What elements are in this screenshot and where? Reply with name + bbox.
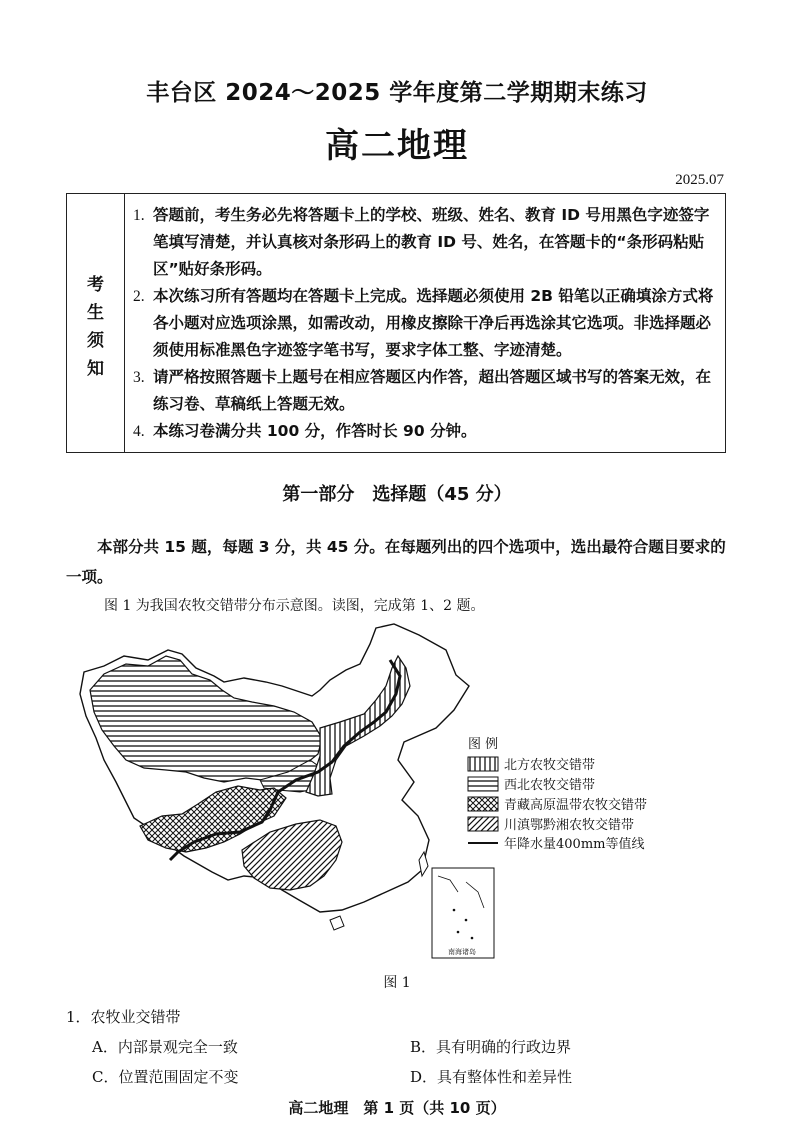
notice-label-char: 知 (87, 359, 104, 379)
notice-item (133, 364, 719, 418)
legend-label: 川滇鄂黔湘农牧交错带 (504, 818, 635, 833)
notice-item (133, 202, 719, 283)
notice-item-number: 1. (133, 207, 145, 224)
legend-label: 北方农牧交错带 (504, 758, 596, 773)
hainan-island (330, 916, 344, 930)
subject-title: 高二地理 (325, 126, 469, 166)
legend-swatch-southwest (468, 817, 498, 831)
notice-label-char: 考 (87, 275, 104, 295)
figure-intro: 图 1 为我国农牧交错带分布示意图。读图，完成第 1、2 题。 (104, 598, 485, 614)
question-stem: 1．农牧业交错带 (66, 1008, 181, 1026)
figure-map (74, 620, 724, 970)
legend-swatch-northwest (468, 777, 498, 791)
option-a: A．内部景观完全一致 (92, 1038, 238, 1056)
section-intro: 本部分共 15 题，每题 3 分，共 45 分。在每题列出的四个选项中，选出最符合题目要求的一项。 (66, 538, 726, 586)
exam-date: 2025.07 (675, 172, 724, 188)
notice-label-char: 生 (87, 303, 104, 323)
map-legend (468, 737, 647, 852)
notice-item-number: 3. (133, 369, 145, 386)
legend-swatch-northern (468, 757, 498, 771)
notice-item-text: 本练习卷满分共 100 分，作答时长 90 分钟。 (153, 422, 477, 440)
notice-label (67, 194, 125, 452)
legend-swatch-tibet (468, 797, 498, 811)
notice-label-char: 须 (87, 331, 104, 351)
south-china-sea-inset (432, 868, 494, 958)
notice-item (133, 283, 719, 364)
legend-label: 青藏高原温带农牧交错带 (504, 798, 648, 813)
section-title: 第一部分 选择题（45 分） (282, 484, 512, 505)
figure-caption: 图 1 (383, 975, 411, 991)
page-footer: 高二地理 第 1 页（共 10 页） (288, 1099, 506, 1117)
notice-item-text: 本次练习所有答题均在答题卡上完成。选择题必须使用 2B 铅笔以正确填涂方式将各小题对应选项涂黑，如需改动，用橡皮擦除干净后再选涂其它选项。非选择题必须使用标准黑色字迹签字笔书写，要求字体工整、字迹清楚。 (153, 287, 714, 359)
candidate-notice-box (66, 193, 726, 453)
option-b: B．具有明确的行政边界 (410, 1038, 572, 1056)
option-d: D．具有整体性和差异性 (410, 1068, 573, 1086)
legend-title: 图 例 (468, 737, 499, 752)
inset-label: 南海诸岛 (448, 948, 476, 956)
notice-item-number: 2. (133, 288, 145, 305)
legend-label: 西北农牧交错带 (504, 778, 596, 793)
option-c: C．位置范围固定不变 (92, 1068, 239, 1086)
notice-item-text: 答题前，考生务必先将答题卡上的学校、班级、姓名、教育 ID 号用黑色字迹签字笔填写清楚，并认真核对条形码上的教育 ID 号、姓名，在答题卡的“条形码粘贴区”贴好条形码。 (153, 206, 710, 278)
notice-item (133, 418, 719, 445)
notice-list (133, 202, 719, 445)
notice-item-number: 4. (133, 423, 145, 440)
exam-title: 丰台区 2024～2025 学年度第二学期期末练习 (146, 80, 648, 106)
legend-label: 年降水量400mm等值线 (504, 837, 645, 852)
notice-item-text: 请严格按照答题卡上题号在相应答题区内作答，超出答题区域书写的答案无效，在练习卷、草稿纸上答题无效。 (153, 368, 712, 413)
